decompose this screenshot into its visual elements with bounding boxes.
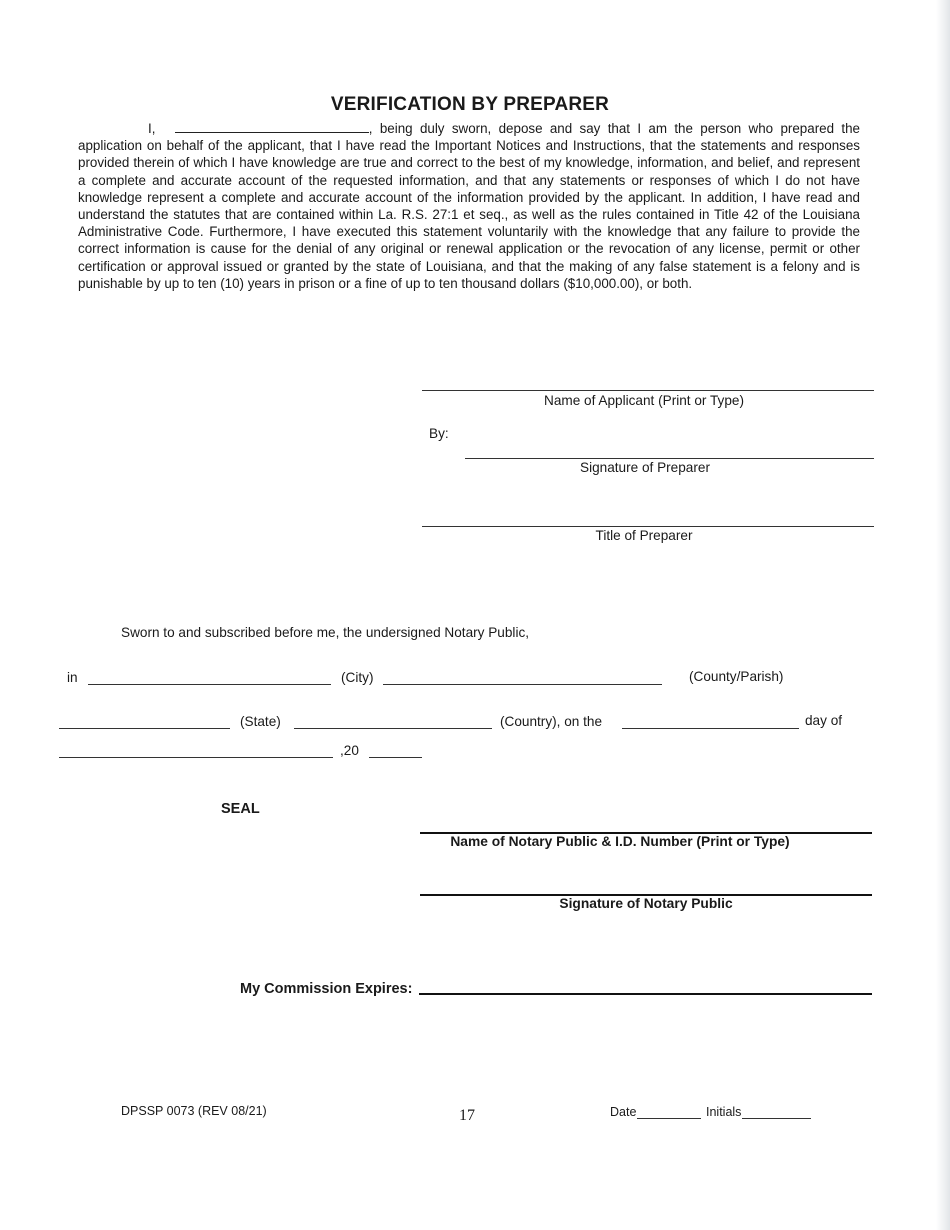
preparer-title-label: Title of Preparer [595, 528, 693, 543]
initials-label: Initials [706, 1105, 742, 1119]
county-line[interactable] [383, 684, 662, 685]
state-line[interactable] [59, 728, 230, 729]
preparer-signature-line[interactable] [465, 458, 874, 459]
in-label: in [67, 670, 78, 685]
notary-signature-label: Signature of Notary Public [559, 896, 733, 911]
day-of-label: day of [805, 713, 843, 728]
commission-label: My Commission Expires: [240, 981, 413, 997]
preparer-name-blank[interactable] [175, 120, 369, 133]
city-line[interactable] [88, 684, 331, 685]
verification-statement [78, 120, 860, 292]
statement-lead: I, [148, 121, 156, 136]
applicant-name-label: Name of Applicant (Print or Type) [544, 393, 744, 408]
commission-line[interactable] [419, 993, 872, 995]
date-label: Date [610, 1105, 637, 1119]
day-line[interactable] [622, 728, 799, 729]
date-line[interactable] [637, 1118, 701, 1119]
year-prefix: ,20 [340, 743, 359, 758]
statement-body: , being duly sworn, depose and say that I am the person who prepared the application on behalf of the applicant, that I have read the Important Notices and Instructions, that the statements and responses provided therein of which I have knowledge are true and correct to the best of my knowledge, information, and belief, and represent a complete and accurate account of the requested information, and that any statements or responses of which I do not have knowledge represent a complete and accurate account of the information provided by the applicant. In addition, I have read and understand the statutes that are contained within La. R.S. 27:1 et seq., as well as the rules contained in Title 42 of the Louisiana Administrative Code. Furthermore, I have executed this statement voluntarily with the knowledge that any failure to provide the correct information is cause for the denial of any original or renewal application or the revocation of any license, permit or other certification or approval issued or granted by the state of Louisiana, and that the making of any false statement is a felony and is punishable by up to ten (10) years in prison or a fine of up to ten thousand dollars ($10,000.00), or both. [78, 121, 860, 291]
form-number: DPSSP 0073 (REV 08/21) [121, 1104, 267, 1118]
initials-line[interactable] [742, 1118, 811, 1119]
page-edge-shadow [936, 0, 950, 1230]
preparer-title-line[interactable] [422, 526, 874, 527]
state-label: (State) [240, 714, 281, 729]
city-label: (City) [341, 670, 374, 685]
applicant-name-line[interactable] [422, 390, 874, 391]
preparer-signature-label: Signature of Preparer [580, 460, 710, 475]
notary-name-label: Name of Notary Public & I.D. Number (Print or Type) [450, 834, 790, 849]
month-line[interactable] [59, 757, 333, 758]
country-label: (Country), on the [500, 714, 602, 729]
year-line[interactable] [369, 757, 422, 758]
page-title: VERIFICATION BY PREPARER [330, 94, 610, 115]
by-label: By: [429, 426, 449, 441]
country-line[interactable] [294, 728, 492, 729]
page-number: 17 [459, 1107, 475, 1124]
seal-label: SEAL [221, 801, 260, 817]
county-label: (County/Parish) [689, 669, 784, 684]
sworn-statement: Sworn to and subscribed before me, the undersigned Notary Public, [121, 625, 530, 640]
